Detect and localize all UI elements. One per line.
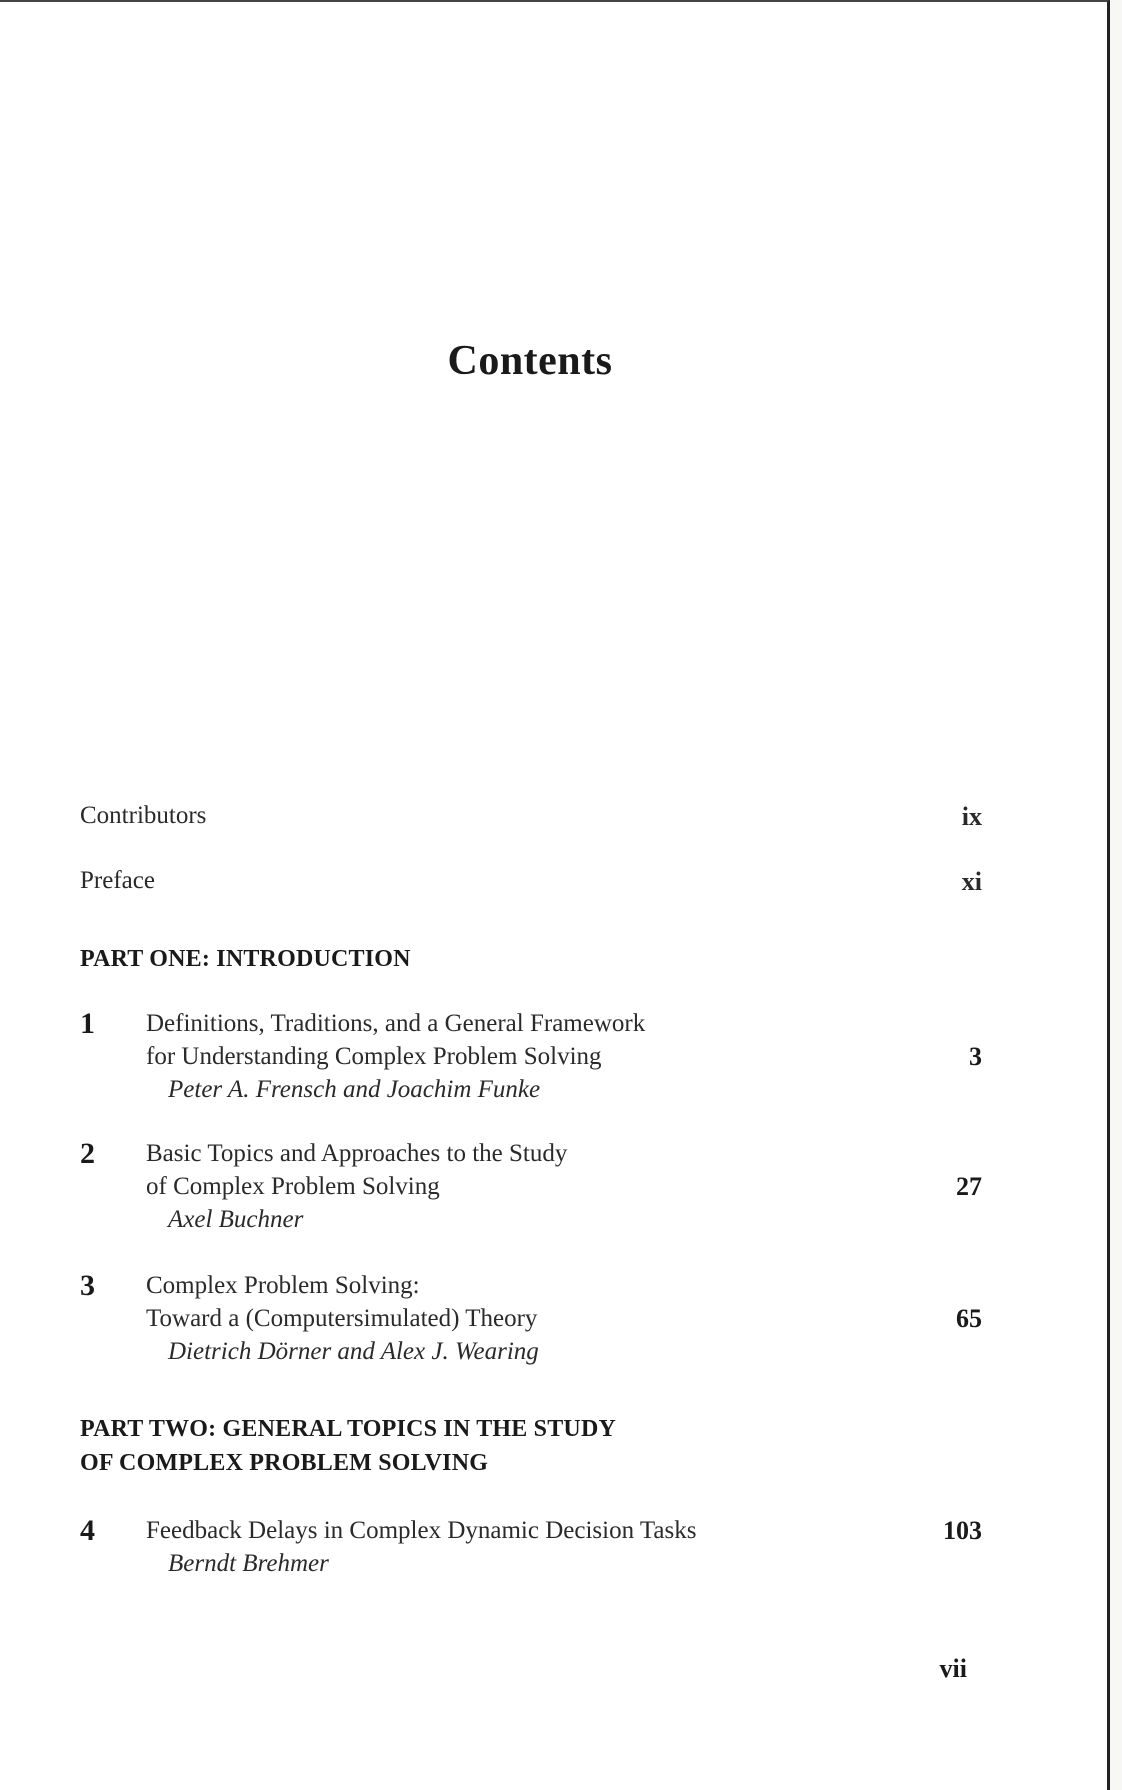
chapter-author: Axel Buchner <box>168 1206 304 1233</box>
chapter-title-line: Feedback Delays in Complex Dynamic Decision Tasks <box>146 1517 697 1544</box>
chapter-author: Berndt Brehmer <box>168 1550 329 1577</box>
chapter-title-line: Toward a (Computersimulated) Theory <box>146 1305 538 1332</box>
chapter-author: Dietrich Dörner and Alex J. Wearing <box>168 1338 539 1365</box>
chapter-author: Peter A. Frensch and Joachim Funke <box>168 1076 541 1103</box>
chapter-title-line: Complex Problem Solving: <box>146 1272 420 1299</box>
chapter-title-line: Definitions, Traditions, and a General Framework <box>146 1010 646 1037</box>
chapter-title-line: of Complex Problem Solving <box>146 1173 440 1200</box>
chapter-page: 103 <box>943 1516 982 1545</box>
part-one-heading: PART ONE: INTRODUCTION <box>80 946 411 972</box>
chapter-body <box>146 1514 906 1580</box>
chapter-title-line: for Understanding Complex Problem Solving <box>146 1043 602 1070</box>
chapter-page: 27 <box>956 1172 982 1201</box>
chapter-body <box>146 1269 906 1368</box>
page-title: Contents <box>447 338 613 384</box>
chapter-number: 1 <box>80 1007 95 1040</box>
chapter-number: 2 <box>80 1137 95 1170</box>
chapter-page: 65 <box>956 1304 982 1333</box>
toc-entry-label: Contributors <box>80 802 207 829</box>
chapter-number: 3 <box>80 1269 95 1302</box>
chapter-body <box>146 1007 906 1106</box>
toc-entry-label: Preface <box>80 867 155 894</box>
page-folio: vii <box>939 1654 967 1683</box>
chapter-page: 3 <box>969 1042 982 1071</box>
chapter-number: 4 <box>80 1514 95 1547</box>
part-two-heading: PART TWO: GENERAL TOPICS IN THE STUDY OF COMPLEX PROBLEM SOLVING <box>80 1416 617 1476</box>
chapter-body <box>146 1137 906 1236</box>
toc-entry-page: xi <box>961 867 982 896</box>
toc-entry-page: ix <box>961 802 982 831</box>
chapter-title-line: Basic Topics and Approaches to the Study <box>146 1140 568 1167</box>
